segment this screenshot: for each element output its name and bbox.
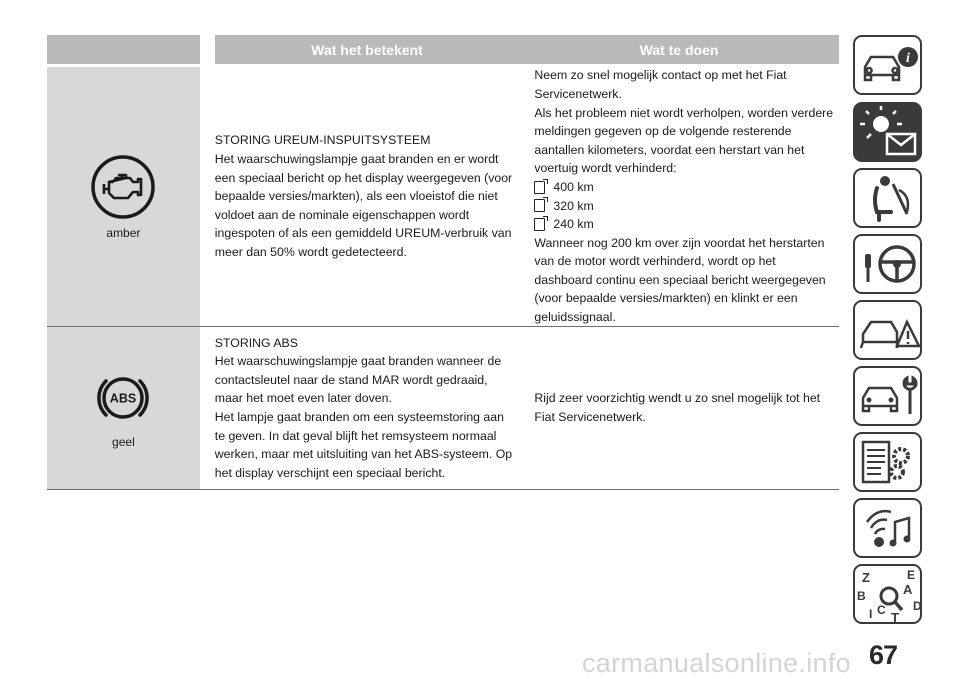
meaning-line: het display verschijnt een speciaal bericht. xyxy=(214,465,446,480)
meaning-line: Het lampje gaat branden om een systeemstoring aan xyxy=(214,410,504,424)
action-cell xyxy=(518,67,839,326)
svg-text:E: E xyxy=(907,568,916,582)
car-emergency-icon xyxy=(853,300,926,360)
svg-text:C: C xyxy=(877,603,886,617)
svg-text:ABS: ABS xyxy=(110,391,137,406)
header-meaning: Wat het betekent xyxy=(215,35,519,64)
list-item: 400 km xyxy=(534,178,839,197)
tab-maintenance[interactable] xyxy=(853,366,926,426)
table-row xyxy=(47,64,839,327)
meaning-line: contactsleutel naar de stand MAR wordt gedraaid, xyxy=(214,372,488,387)
action-line: Fiat Servicenetwerk. xyxy=(534,410,646,424)
tab-index[interactable] xyxy=(853,564,926,624)
checkbox-bullet-icon xyxy=(534,181,545,194)
watermark: carmanualsonline.info xyxy=(582,648,851,678)
specs-gears-icon xyxy=(853,432,926,492)
action-line: (voor bepaalde versies/markten) en klinkt er een xyxy=(534,291,798,306)
table-header xyxy=(47,35,839,64)
svg-text:D: D xyxy=(913,599,922,613)
action-line: Rijd zeer voorzichtig wendt u zo snel mogelijk tot het xyxy=(534,391,821,406)
icon-cell xyxy=(47,327,200,489)
checkbox-bullet-icon xyxy=(534,218,545,231)
svg-text:I: I xyxy=(869,607,873,621)
page-number: 67 xyxy=(869,640,898,670)
meaning-line: STORING ABS xyxy=(214,335,298,350)
action-cell xyxy=(518,327,839,489)
action-line: voertuig wordt verhinderd: xyxy=(534,161,677,176)
action-line: dashboard continu een speciaal bericht weergegeven xyxy=(534,272,826,287)
meaning-line: meer dan 50% wordt gedetecteerd. xyxy=(214,244,407,259)
key-steering-wheel-icon xyxy=(853,234,926,294)
meaning-line: voldoet aan de nominale eigenschappen wordt xyxy=(214,207,470,222)
index-search-icon xyxy=(853,564,926,624)
meaning-line: te geven. In dat geval blijft het remsysteem normaal xyxy=(214,428,497,443)
meaning-line: werken, maar met uitsluiting van het ABS-systeem. Op xyxy=(214,447,513,462)
multimedia-icon xyxy=(853,498,926,558)
svg-text:Z: Z xyxy=(862,570,870,585)
action-line: aantallen kilometers, voordat een herstart van het xyxy=(534,142,805,157)
svg-text:B: B xyxy=(857,589,866,603)
meaning-line: STORING UREUM-INSPUITSYSTEEM xyxy=(214,133,431,148)
action-line: Servicenetwerk. xyxy=(534,86,622,101)
checkbox-bullet-icon xyxy=(534,199,545,212)
svg-text:T: T xyxy=(891,610,899,624)
svg-text:i: i xyxy=(906,51,910,66)
tab-technical-data[interactable] xyxy=(853,432,926,492)
meaning-line: bepaalde versies/markten), als een vloeistof die niet xyxy=(214,189,498,204)
tab-emergency[interactable] xyxy=(853,300,926,360)
table-row xyxy=(47,327,839,490)
action-line: Neem zo snel mogelijk contact op met het Fiat xyxy=(534,68,787,83)
tab-car-info[interactable] xyxy=(853,35,926,95)
engine-warning-icon xyxy=(90,154,156,220)
action-line: meldingen gegeven op de volgende resterende xyxy=(534,124,792,139)
car-service-icon xyxy=(853,366,926,426)
warning-lights-table xyxy=(47,35,839,490)
header-action: Wat te doen xyxy=(519,35,839,64)
meaning-line: ingespoten of als een gemiddeld UREUM-verbruik van xyxy=(214,226,512,241)
action-line: Wanneer nog 200 km over zijn voordat het herstarten xyxy=(534,235,825,250)
meaning-line: een speciaal bericht op het display weergegeven (voor xyxy=(214,170,513,185)
warning-light-message-icon xyxy=(853,102,926,162)
tab-starting-driving[interactable] xyxy=(853,234,926,294)
tab-safety[interactable] xyxy=(853,168,926,228)
tab-warning-lights[interactable] xyxy=(853,102,926,162)
meaning-line: maar het moet even later doven. xyxy=(214,391,392,406)
action-line: geluidssignaal. xyxy=(534,310,616,325)
svg-text:A: A xyxy=(903,582,913,597)
car-info-icon xyxy=(853,35,926,95)
list-item: 320 km xyxy=(534,197,839,216)
color-label: geel xyxy=(112,435,135,449)
list-item: 240 km xyxy=(534,215,839,234)
meaning-cell xyxy=(200,67,519,326)
abs-warning-icon xyxy=(92,367,154,429)
header-icon-column xyxy=(47,35,200,64)
action-line: van de motor wordt verhinderd, wordt op het xyxy=(534,254,776,269)
seat-airbag-icon xyxy=(853,168,926,228)
tab-multimedia[interactable] xyxy=(853,498,926,558)
color-label: amber xyxy=(106,225,141,240)
meaning-line: Het waarschuwingslampje gaat branden wanneer de xyxy=(214,354,502,369)
meaning-line: Het waarschuwingslampje gaat branden en er wordt xyxy=(214,152,499,167)
action-line: Als het probleem niet wordt verholpen, worden verdere xyxy=(534,105,834,120)
icon-cell xyxy=(47,67,200,326)
meaning-cell xyxy=(200,327,519,489)
